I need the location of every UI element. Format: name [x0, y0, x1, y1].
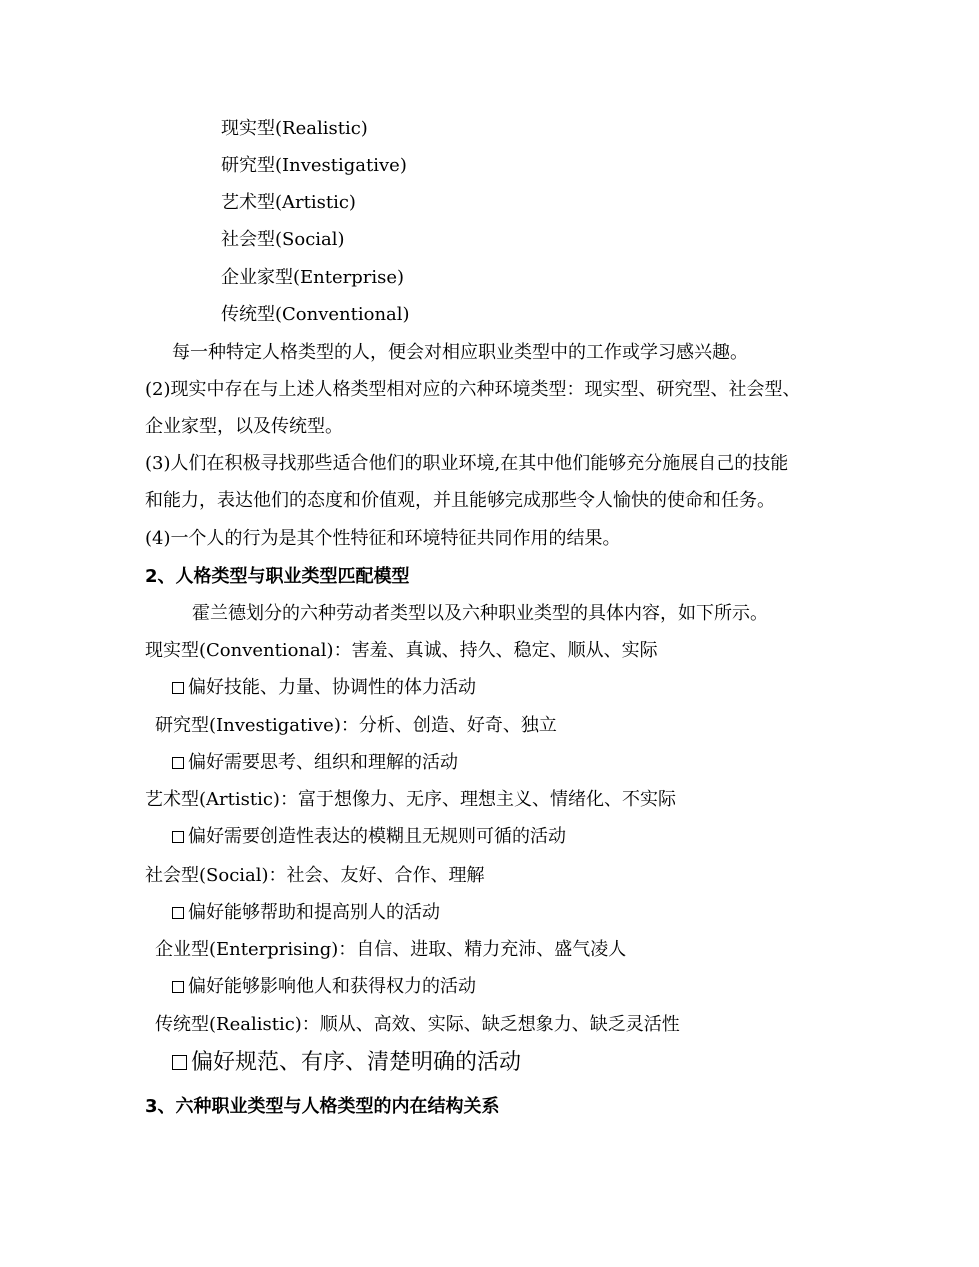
- preference-text: 偏好能够影响他人和获得权力的活动: [188, 976, 476, 997]
- preference-text: 偏好技能、力量、协调性的体力活动: [188, 677, 476, 698]
- preference-item: [172, 675, 476, 701]
- list-item: 企业家型(Enterprise): [221, 267, 405, 288]
- paragraph: (2)现实中存在与上述人格类型相对应的六种环境类型：现实型、研究型、社会型、: [145, 379, 801, 400]
- checkbox-square-icon: [172, 757, 184, 769]
- type-description: 艺术型(Artistic)：富于想像力、无序、理想主义、情绪化、不实际: [145, 789, 676, 810]
- preference-item: [172, 974, 476, 1000]
- paragraph: 霍兰德划分的六种劳动者类型以及六种职业类型的具体内容，如下所示。: [192, 603, 768, 624]
- section-heading: 2、人格类型与职业类型匹配模型: [145, 566, 410, 587]
- paragraph: 和能力，表达他们的态度和价值观，并且能够完成那些令人愉快的使命和任务。: [145, 490, 775, 511]
- list-item: 现实型(Realistic): [221, 118, 368, 139]
- paragraph: (4)一个人的行为是其个性特征和环境特征共同作用的结果。: [145, 528, 621, 549]
- preference-text: 偏好需要思考、组织和理解的活动: [188, 752, 458, 773]
- paragraph: 每一种特定人格类型的人，便会对相应职业类型中的工作或学习感兴趣。: [172, 342, 748, 363]
- checkbox-square-icon: [172, 831, 184, 843]
- section-heading: 3、六种职业类型与人格类型的内在结构关系: [145, 1096, 500, 1117]
- list-item: 社会型(Social): [221, 229, 345, 250]
- type-description: 现实型(Conventional)：害羞、真诚、持久、稳定、顺从、实际: [145, 640, 658, 661]
- preference-text: 偏好需要创造性表达的模糊且无规则可循的活动: [188, 826, 566, 847]
- list-item: 传统型(Conventional): [221, 304, 410, 325]
- paragraph: (3)人们在积极寻找那些适合他们的职业环境,在其中他们能够充分施展自己的技能: [145, 453, 789, 474]
- list-item: 研究型(Investigative): [221, 155, 407, 176]
- type-description: 企业型(Enterprising)：自信、进取、精力充沛、盛气凌人: [155, 939, 627, 960]
- checkbox-square-icon: [172, 682, 184, 694]
- checkbox-square-icon: [172, 981, 184, 993]
- preference-text: 偏好规范、有序、清楚明确的活动: [191, 1050, 522, 1075]
- preference-item: [172, 824, 566, 850]
- paragraph: 企业家型，以及传统型。: [145, 416, 343, 437]
- type-description: 研究型(Investigative)：分析、创造、好奇、独立: [155, 715, 557, 736]
- checkbox-square-icon: [172, 1055, 187, 1070]
- preference-item: [172, 900, 440, 926]
- preference-text: 偏好能够帮助和提高别人的活动: [188, 902, 440, 923]
- type-description: 社会型(Social)：社会、友好、合作、理解: [145, 865, 485, 886]
- type-description: 传统型(Realistic)：顺从、高效、实际、缺乏想象力、缺乏灵活性: [155, 1014, 680, 1035]
- preference-item: [172, 1048, 521, 1078]
- preference-item: [172, 750, 458, 776]
- checkbox-square-icon: [172, 907, 184, 919]
- list-item: 艺术型(Artistic): [221, 192, 356, 213]
